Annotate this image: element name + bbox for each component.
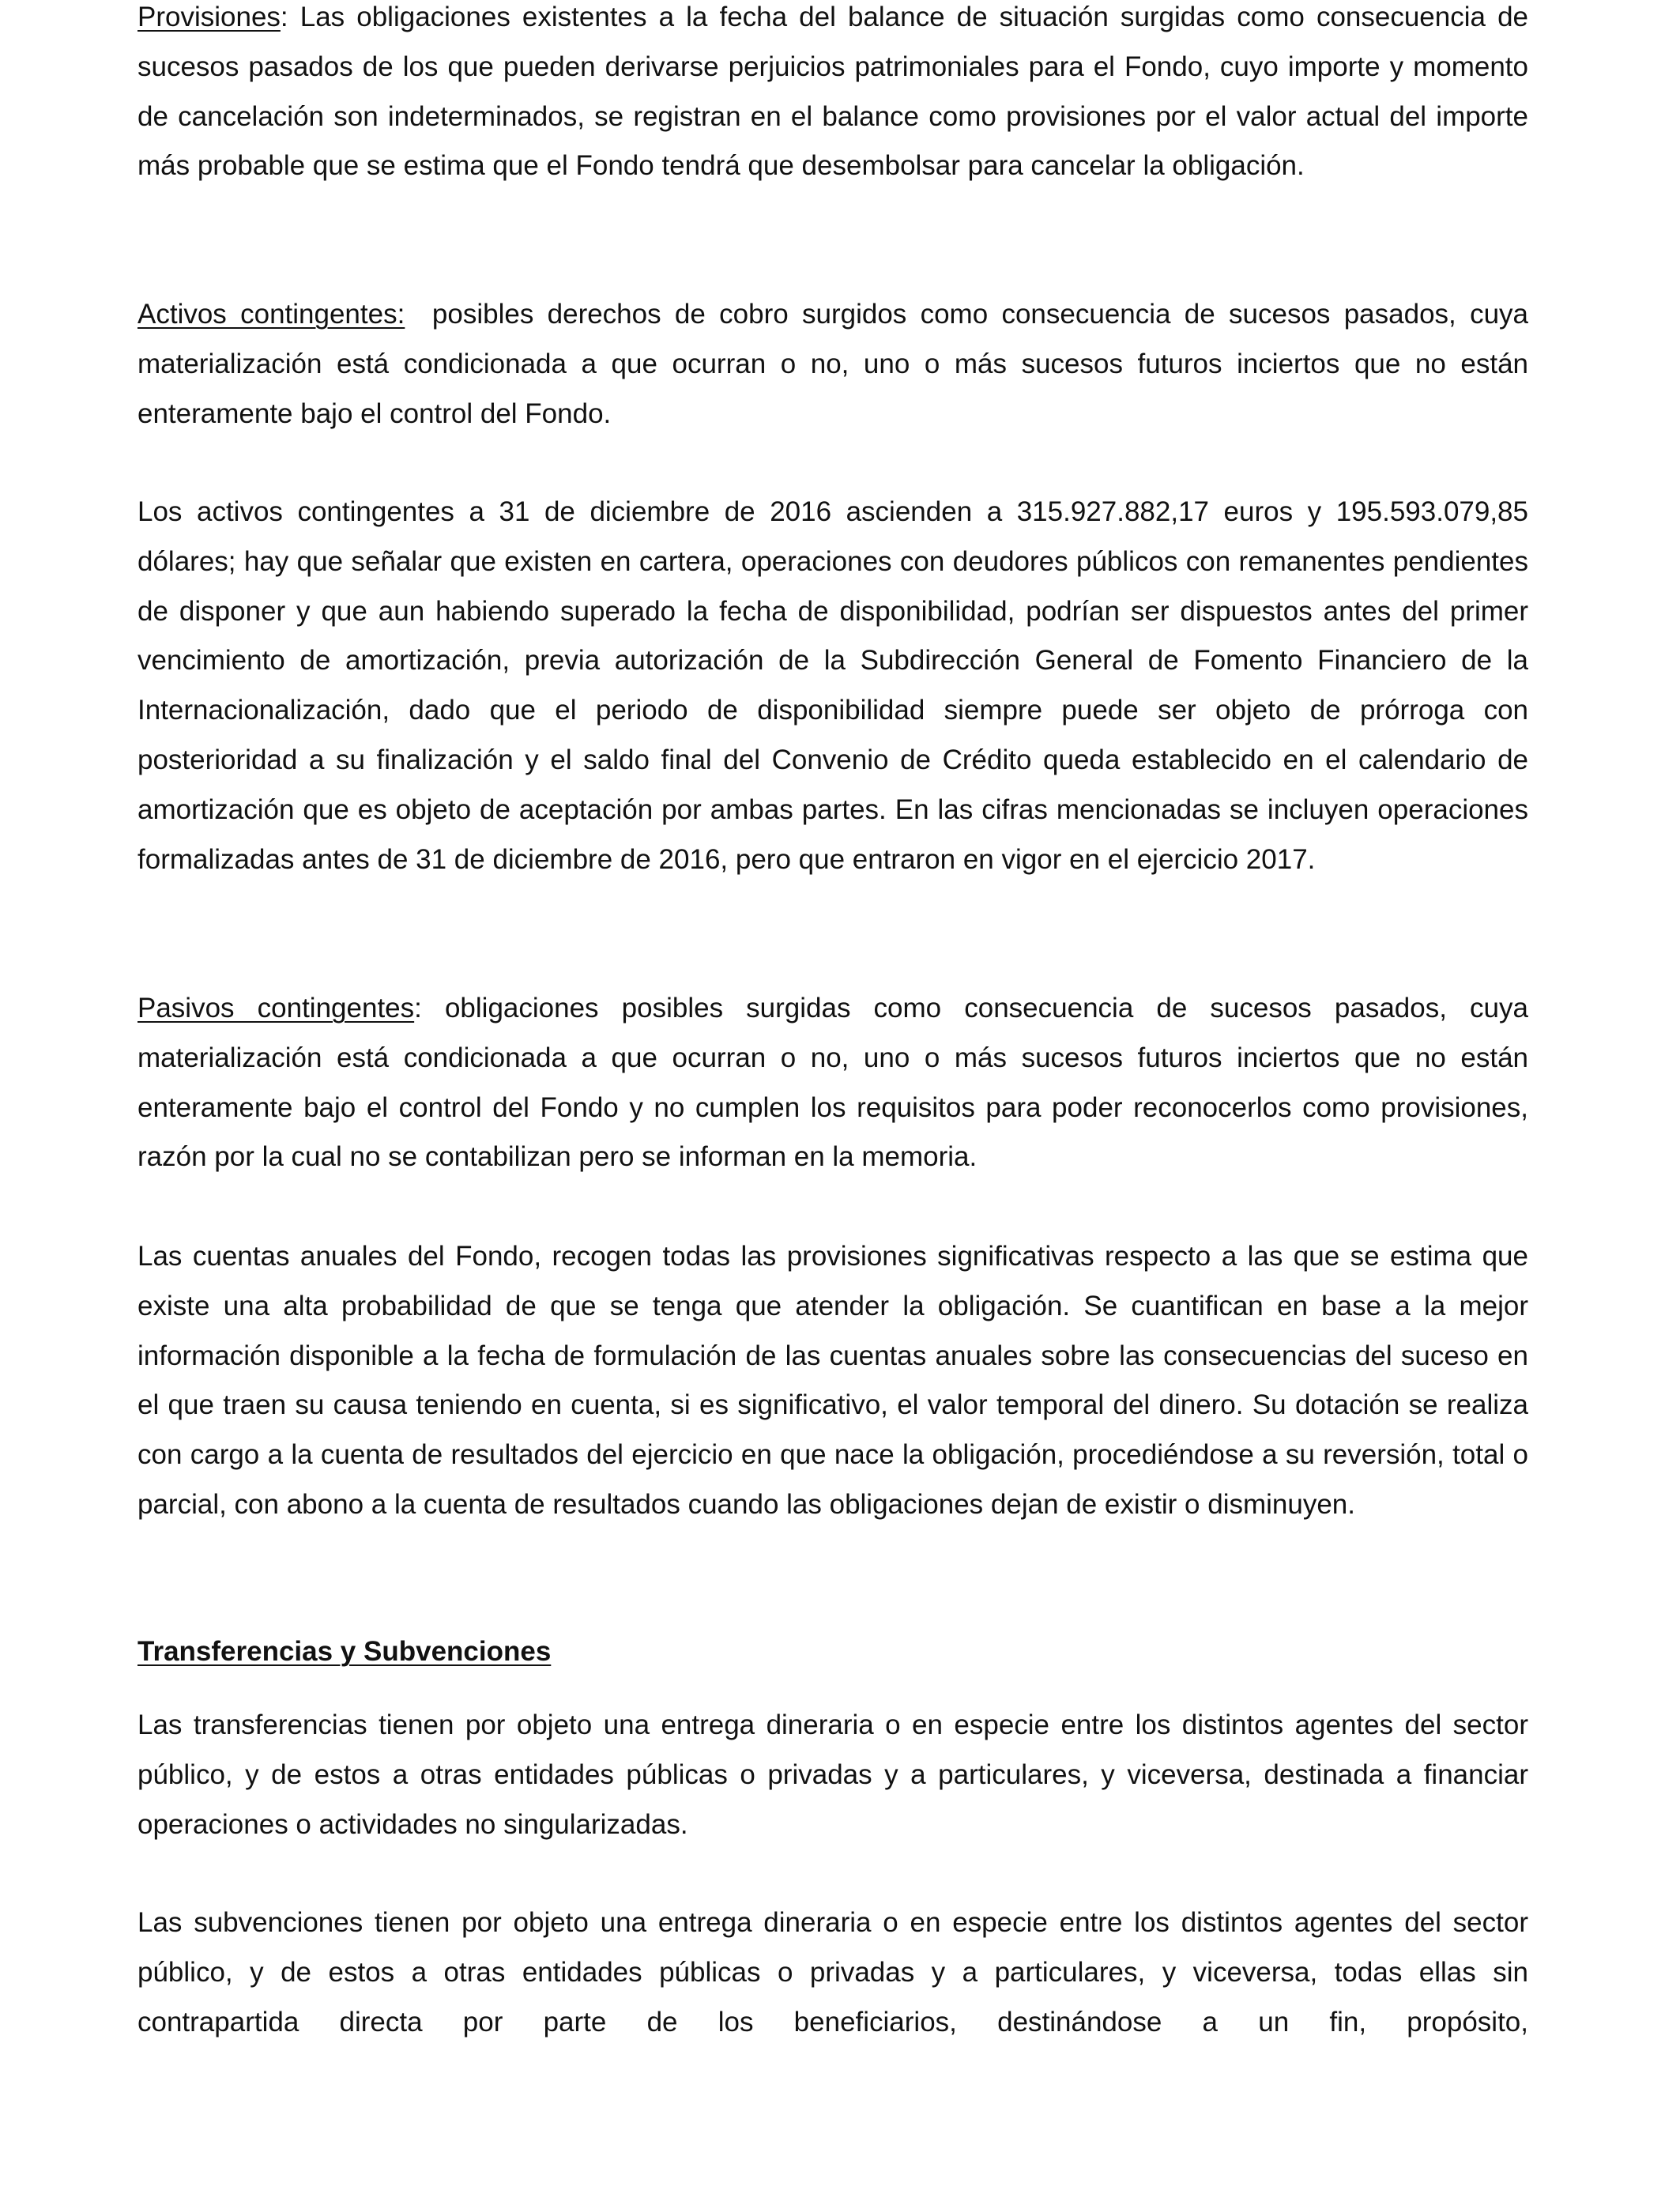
paragraph-cuentas-anuales: Las cuentas anuales del Fondo, recogen todas las provisiones significativas respecto a las que se estima que existe una alta probabilidad de que se tenga que atender la obligación. Se cuantifican en base a la mejor información disponible a la fecha de formulación de las cuentas anuales sobre las consecuencias del suceso en el que traen su causa teniendo en cuenta, si es significativo, el valor temporal del dinero. Su dotación se realiza con cargo a la cuenta de resultados del ejercicio en que nace la obligación, procediéndose a su reversión, total o parcial, con abono a la cuenta de resultados cuando las obligaciones dejan de existir o disminuyen.: [137, 1241, 1528, 1520]
term-pasivos-contingentes: Pasivos contingentes: [137, 993, 415, 1023]
pasivos-contingentes-text: : obligaciones posibles surgidas como consecuencia de sucesos pasados, cuya materialización está condicionada a que ocurran o no, uno o más sucesos futuros inciertos que no están enteramente bajo el control del Fondo y no cumplen los requisitos para poder reconocerlos como provisiones, razón por la cual no se contabilizan pero se informan en la memoria.: [137, 993, 1528, 1173]
paragraph-activos-cifras: Los activos contingentes a 31 de diciembre de 2016 ascienden a 315.927.882,17 euros y 195.593.079,85 dólares; hay que señalar que existen en cartera, operaciones con deudores públicos con remanentes pendientes de disponer y que aun habiendo superado la fecha de disponibilidad, podrían ser dispuestos antes del primer vencimiento de amortización, previa autorización de la Subdirección General de Fomento Financiero de la Internacionalización, dado que el periodo de disponibilidad siempre puede ser objeto de prórroga con posterioridad a su finalización y el saldo final del Convenio de Crédito queda establecido en el calendario de amortización que es objeto de aceptación por ambas partes. En las cifras mencionadas se incluyen operaciones formalizadas antes de 31 de diciembre de 2016, pero que entraron en vigor en el ejercicio 2017.: [137, 496, 1528, 875]
paragraph-activos-contingentes: [137, 290, 1536, 439]
paragraph-subvenciones: Las subvenciones tienen por objeto una entrega dineraria o en especie entre los distintos agentes del sector público, y de estos a otras entidades públicas o privadas y a particulares, y viceversa, todas ellas sin contrapartida directa por parte de los beneficiarios, destinándose a un fin, propósito,: [137, 1907, 1528, 2038]
paragraph-transferencias: Las transferencias tienen por objeto una entrega dineraria o en especie entre los distintos agentes del sector público, y de estos a otras entidades públicas o privadas y a particulares, y viceversa, destinada a financiar operaciones o actividades no singularizadas.: [137, 1710, 1528, 1840]
term-activos-contingentes: Activos contingentes:: [137, 299, 405, 330]
term-provisiones: Provisiones: [137, 2, 281, 32]
paragraph-pasivos-contingentes: [137, 984, 1528, 1182]
paragraph-provisiones: [137, 0, 1528, 191]
activos-contingentes-text: posibles derechos de cobro surgidos como consecuencia de sucesos pasados, cuya materialización está condicionada a que ocurran o no, uno o más sucesos futuros inciertos que no están enteramente bajo el control del Fondo.: [137, 299, 1536, 429]
provisiones-text: : Las obligaciones existentes a la fecha del balance de situación surgidas como consecuencia de sucesos pasados de los que pueden derivarse perjuicios patrimoniales para el Fondo, cuyo importe y momento de cancelación son indeterminados, se registran en el balance como provisiones por el valor actual del importe más probable que se estima que el Fondo tendrá que desembolsar para cancelar la obligación.: [137, 2, 1528, 182]
heading-transferencias-subvenciones: Transferencias y Subvenciones: [137, 1636, 552, 1667]
